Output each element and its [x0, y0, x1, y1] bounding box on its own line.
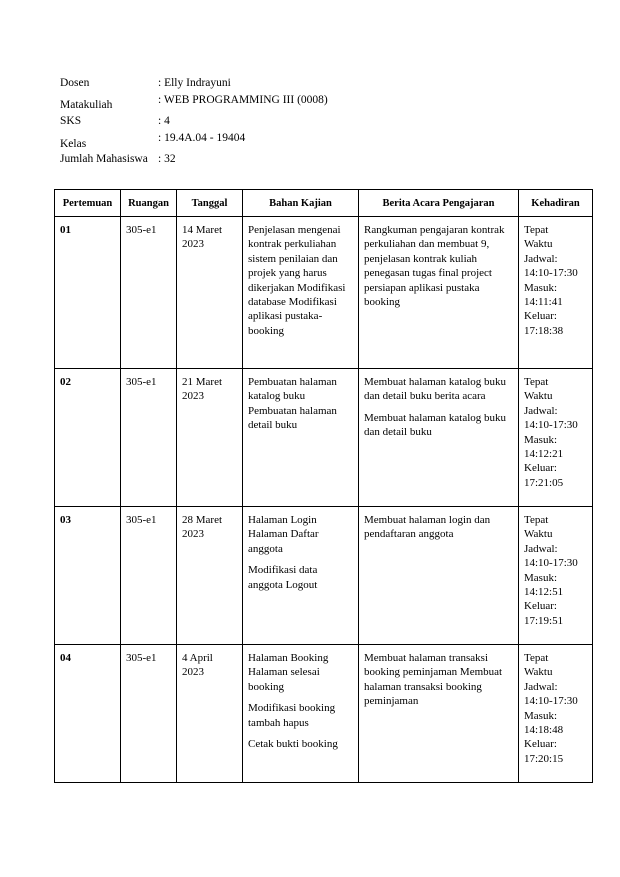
kehadiran-line: Waktu	[524, 238, 553, 251]
berita-text: Rangkuman pengajaran kontrak perkuliahan dan membuat 9, penjelasan kontrak kuliah penegasan tugas final project persiapan aplikasi pustaka booking	[364, 224, 505, 309]
cell-tanggal: 28 Maret 2023	[177, 507, 243, 645]
bahan-text: Cetak bukti booking	[248, 738, 338, 751]
header-pertemuan: Pertemuan	[55, 190, 121, 217]
cell-pertemuan: 01	[55, 217, 121, 369]
cell-bahan-kajian	[243, 507, 359, 645]
table-row	[55, 507, 593, 645]
cell-bahan-kajian	[243, 645, 359, 783]
kehadiran-line: Tepat	[524, 652, 549, 664]
berita-text: Membuat halaman katalog buku dan detail buku	[364, 411, 507, 439]
kehadiran-line: 17:18:38	[524, 324, 564, 337]
cell-tanggal: 4 April 2023	[177, 645, 243, 783]
course-info	[60, 74, 328, 169]
table-header-row	[55, 190, 593, 217]
cell-ruangan: 305-e1	[121, 507, 177, 645]
dosen-value: : Elly Indrayuni	[158, 77, 231, 89]
berita-text: Membuat halaman katalog buku dan detail buku berita acara	[364, 376, 507, 403]
kehadiran-line: Masuk:	[524, 571, 557, 584]
kehadiran-line: 14:10-17:30	[524, 267, 578, 280]
sks-label: SKS	[60, 115, 82, 127]
kehadiran-line: Jadwal:	[524, 542, 558, 555]
jumlah-mahasiswa-value: : 32	[158, 153, 176, 165]
bahan-text: Penjelasan mengenai kontrak perkuliahan sistem penilaian dan projek yang harus dikerjakan Modifikasi database Modifikasi aplikasi pustaka-booking	[248, 224, 346, 337]
info-matakuliah	[60, 93, 328, 112]
cell-tanggal: 21 Maret 2023	[177, 369, 243, 507]
berita-text: Membuat halaman transaksi booking peminjaman Membuat halaman transaksi booking peminjaman	[364, 652, 503, 708]
sks-value: : 4	[158, 115, 170, 127]
kehadiran-line: 17:21:05	[524, 476, 564, 489]
kehadiran-line: 14:10-17:30	[524, 557, 578, 570]
kehadiran-line: Jadwal:	[524, 404, 558, 417]
jumlah-mahasiswa-label: Jumlah Mahasiswa	[60, 153, 148, 165]
kehadiran-line: Keluar:	[524, 600, 557, 613]
cell-pertemuan: 02	[55, 369, 121, 507]
kehadiran-line: Waktu	[524, 666, 553, 679]
kehadiran-line: 14:12:51	[524, 586, 564, 599]
cell-kehadiran	[519, 217, 593, 369]
cell-kehadiran	[519, 645, 593, 783]
kelas-value: : 19.4A.04 - 19404	[158, 132, 246, 144]
table-row	[55, 217, 593, 369]
kehadiran-line: Jadwal:	[524, 252, 558, 265]
kehadiran-line: Keluar:	[524, 310, 557, 323]
cell-bahan-kajian	[243, 217, 359, 369]
kehadiran-line: Tepat	[524, 514, 549, 526]
kehadiran-line: 17:20:15	[524, 752, 564, 765]
cell-ruangan: 305-e1	[121, 217, 177, 369]
kehadiran-line: Masuk:	[524, 281, 557, 294]
bahan-text: Modifikasi booking tambah hapus	[248, 702, 336, 729]
header-kehadiran: Kehadiran	[519, 190, 593, 217]
cell-bahan-kajian	[243, 369, 359, 507]
matakuliah-label: Matakuliah	[60, 99, 113, 111]
cell-pertemuan: 03	[55, 507, 121, 645]
berita-text: Membuat halaman login dan pendaftaran anggota	[364, 514, 491, 541]
cell-berita-acara	[359, 645, 519, 783]
kehadiran-line: Tepat	[524, 376, 549, 388]
header-ruangan: Ruangan	[121, 190, 177, 217]
kehadiran-line: Jadwal:	[524, 680, 558, 693]
cell-berita-acara	[359, 507, 519, 645]
kehadiran-line: 14:12:21	[524, 448, 564, 461]
matakuliah-value: : WEB PROGRAMMING III (0008)	[158, 94, 328, 106]
cell-ruangan: 305-e1	[121, 645, 177, 783]
table-row	[55, 645, 593, 783]
kelas-label: Kelas	[60, 138, 87, 150]
dosen-label: Dosen	[60, 77, 90, 89]
cell-tanggal: 14 Maret 2023	[177, 217, 243, 369]
bahan-text: Modifikasi data anggota Logout	[248, 564, 318, 591]
kehadiran-line: Tepat	[524, 224, 549, 236]
cell-berita-acara	[359, 369, 519, 507]
kehadiran-line: Waktu	[524, 528, 553, 541]
kehadiran-line: 17:19:51	[524, 614, 564, 627]
bahan-text: Halaman Booking Halaman selesai booking	[248, 652, 329, 693]
kehadiran-line: Masuk:	[524, 709, 557, 722]
table-row	[55, 369, 593, 507]
kehadiran-line: Keluar:	[524, 462, 557, 475]
cell-ruangan: 305-e1	[121, 369, 177, 507]
info-kelas	[60, 131, 328, 150]
cell-berita-acara	[359, 217, 519, 369]
kehadiran-line: 14:18:48	[524, 724, 564, 737]
bahan-text: Pembuatan halaman katalog buku Pembuatan halaman detail buku	[248, 376, 337, 432]
kehadiran-line: Keluar:	[524, 738, 557, 751]
cell-kehadiran	[519, 369, 593, 507]
header-tanggal: Tanggal	[177, 190, 243, 217]
cell-kehadiran	[519, 507, 593, 645]
bahan-text: Halaman Login Halaman Daftar anggota	[248, 514, 319, 555]
kehadiran-line: 14:10-17:30	[524, 419, 578, 432]
kehadiran-line: Masuk:	[524, 433, 557, 446]
attendance-table	[54, 189, 593, 783]
kehadiran-line: 14:10-17:30	[524, 695, 578, 708]
header-berita-acara: Berita Acara Pengajaran	[359, 190, 519, 217]
cell-pertemuan: 04	[55, 645, 121, 783]
header-bahan-kajian: Bahan Kajian	[243, 190, 359, 217]
kehadiran-line: 14:11:41	[524, 296, 563, 309]
kehadiran-line: Waktu	[524, 390, 553, 403]
